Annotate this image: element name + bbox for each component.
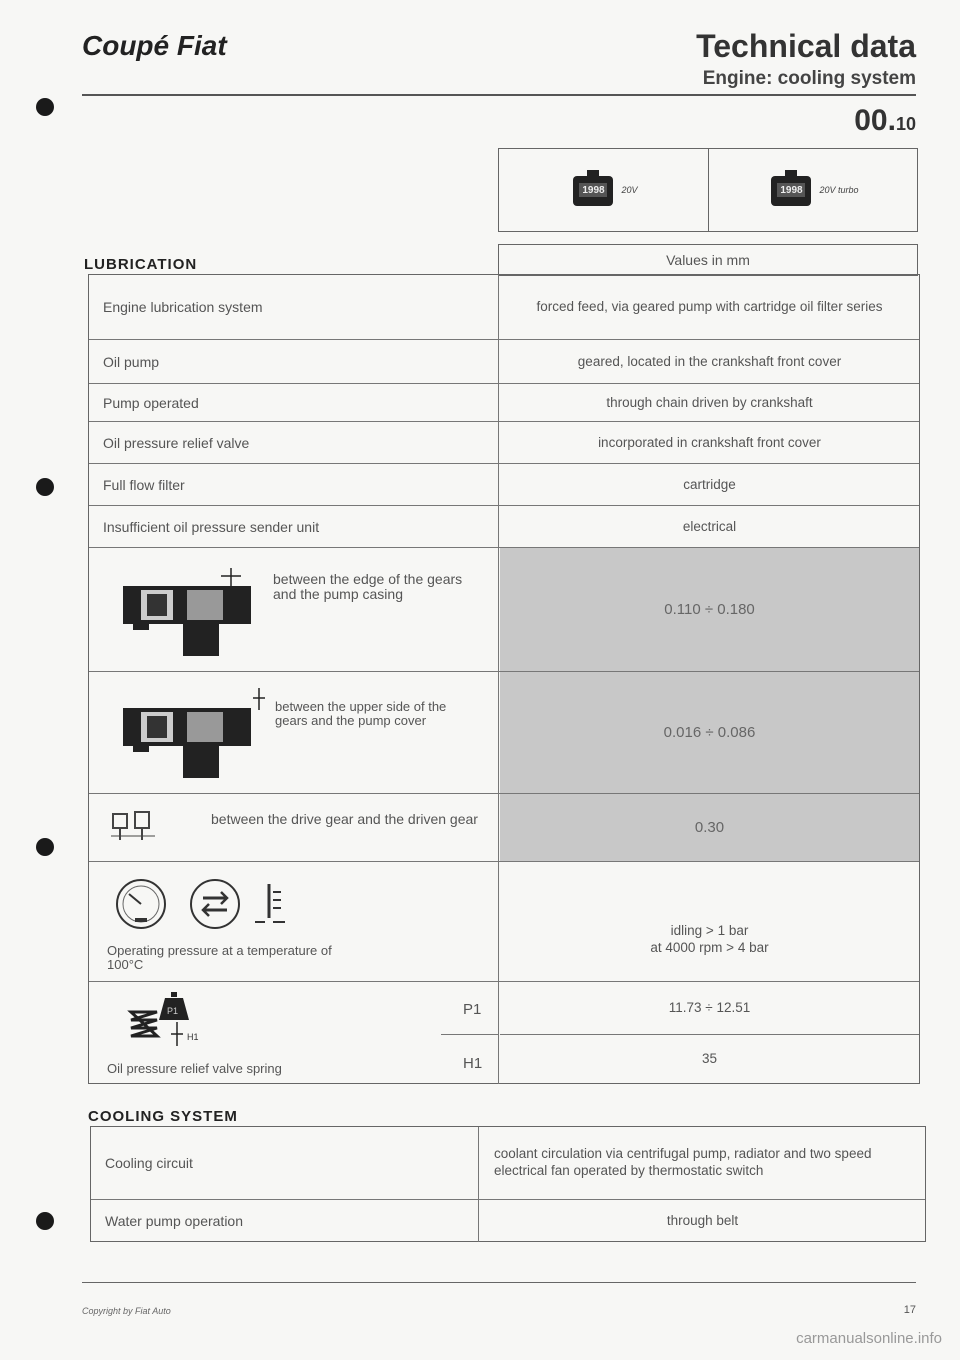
table-row [89,671,919,794]
engine-label: 20V turbo [819,185,859,195]
engine-icon: 1998 [569,170,617,210]
row-label: Oil pump [89,340,499,384]
clearance-description: between the upper side of the gears and the pump cover [275,699,447,729]
gear-pump-upper-icon [117,684,267,780]
row-label: Oil pressure relief valve [89,422,499,464]
lubrication-table [88,274,920,1084]
spring-p-value: 11.73 ÷ 12.51 [668,999,751,1015]
document-subtitle: Engine: cooling system [702,68,916,89]
row-value: through chain driven by crankshaft [606,394,813,410]
table-row [89,383,919,422]
svg-text:H1: H1 [187,1032,199,1042]
spring-icon [127,990,237,1050]
section-number: 00.10 [854,104,916,137]
row-label: Cooling circuit [91,1127,479,1199]
row-value: cartridge [683,476,736,492]
row-value: coolant circulation via centrifugal pump, radiator and two speed electrical fan operated by thermostatic switch [494,1146,872,1178]
pressure-value: idling > 1 bar at 4000 rpm > 4 bar [650,923,769,955]
table-row [91,1127,925,1199]
svg-text:P1: P1 [167,1006,179,1016]
values-unit-header: Values in mm [498,244,918,276]
binder-hole [36,1212,54,1230]
engine-label: 20V [621,185,638,195]
footer-rule [82,1282,916,1283]
table-row [91,1199,925,1242]
clearance-description: between the drive gear and the driven gear [211,811,478,827]
engine-variant-20v [499,149,709,231]
copyright-text: Copyright by Fiat Auto [82,1306,171,1316]
binder-hole [36,838,54,856]
table-row [89,981,919,1084]
row-label: Insufficient oil pressure sender unit [89,506,499,548]
table-row [89,547,919,672]
cooling-table [90,1126,926,1242]
spring-divider [441,1034,499,1035]
engine-variant-20v-turbo [709,149,917,231]
spring-figure-cell [89,982,499,1084]
row-label: Full flow filter [89,464,499,506]
header-rule [82,94,916,96]
gear-pump-edge-icon [117,564,257,660]
spring-label: Oil pressure relief valve spring [107,1061,282,1076]
table-row [89,275,919,339]
spring-h-label: H1 [463,1055,483,1072]
gear-mesh-icon [109,810,159,844]
clearance-value: 0.30 [500,794,919,862]
row-value: incorporated in crankshaft front cover [598,434,821,450]
spring-p-label: P1 [463,1001,482,1018]
document-title: Technical data [696,28,916,64]
clearance-value: 0.016 ÷ 0.086 [500,672,919,794]
clearance-value: 0.110 ÷ 0.180 [500,548,919,672]
clearance-description: between the edge of the gears and the pump casing [273,571,463,603]
spring-h-value: 35 [701,1051,718,1067]
row-value: electrical [682,518,737,534]
clearance-figure-cell [89,672,499,794]
engine-icon: 1998 [767,170,815,210]
table-row [89,861,919,982]
page-number: 17 [903,1304,916,1316]
clearance-figure-cell [89,548,499,672]
table-row [89,339,919,384]
table-row [89,463,919,506]
lubrication-heading: LUBRICATION [84,256,198,273]
pressure-figure-cell [89,862,499,982]
table-row [89,793,919,862]
table-row [89,505,919,548]
pressure-icons [113,874,293,934]
cooling-heading: COOLING SYSTEM [88,1108,238,1125]
row-label: Water pump operation [91,1200,479,1242]
pressure-label: Operating pressure at a temperature of 100°C [107,943,332,973]
clearance-figure-cell [89,794,499,862]
binder-hole [36,478,54,496]
engine-variants-box [498,148,918,232]
row-value: forced feed, via geared pump with cartridge oil filter series [536,298,883,314]
binder-hole [36,98,54,116]
row-label: Pump operated [89,384,499,422]
table-row [89,421,919,464]
watermark-text: carmanualsonline.info [796,1330,942,1347]
row-value: geared, located in the crankshaft front cover [577,353,842,369]
brand-title: Coupé Fiat [82,30,227,61]
row-label: Engine lubrication system [89,275,499,339]
row-value: through belt [666,1212,739,1228]
